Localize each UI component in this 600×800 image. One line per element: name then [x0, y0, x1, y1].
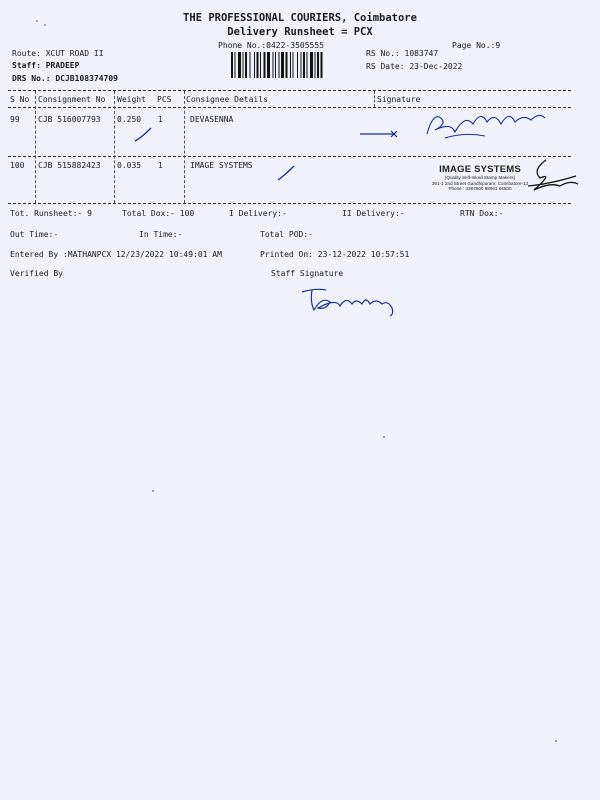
row-pcs: 1 — [158, 115, 163, 124]
verified-by: Verified By — [10, 269, 63, 278]
total-runsheet: Tot. Runsheet:- 9 — [10, 209, 92, 218]
stamp-name: IMAGE SYSTEMS — [439, 164, 521, 175]
row-weight: 0.250 — [117, 115, 142, 124]
column-divider — [184, 91, 185, 203]
divider — [8, 203, 571, 204]
first-delivery: I Delivery:- — [229, 209, 287, 218]
divider — [8, 156, 571, 157]
rs-number: RS No.: 1083747 — [366, 49, 439, 58]
total-pod: Total POD:- — [260, 230, 313, 239]
row-consignee: IMAGE SYSTEMS — [190, 161, 253, 170]
runsheet-title: Delivery Runsheet = PCX — [227, 26, 373, 38]
staff-label: Staff: PRADEEP — [12, 61, 80, 70]
column-divider — [114, 91, 115, 203]
total-dox: Total Dox:- 100 — [122, 209, 195, 218]
stamp-address: 391-1 2nd Street Gandhipuram, Coimbatore-12 — [431, 180, 529, 186]
rs-date: RS Date: 23-Dec-2022 — [366, 62, 463, 71]
row-sno: 99 — [10, 115, 20, 124]
speck — [152, 490, 154, 492]
recipient-signature — [520, 156, 582, 198]
entered-by: Entered By :MATHANPCX 12/23/2022 10:49:01 AM — [10, 250, 222, 259]
route-label: Route: XCUT ROAD II — [12, 49, 104, 58]
page-number: Page No.:9 — [452, 41, 501, 50]
stamp-tagline: (Quality Self-Inked Stamp Makers) — [444, 175, 516, 180]
row-consignment: CJB 516007793 — [38, 115, 101, 124]
header-signature: Signature — [377, 95, 421, 104]
in-time: In Time:- — [139, 230, 183, 239]
printed-on: Printed On: 23-12-2022 10:57:51 — [260, 250, 410, 259]
row-pcs: 1 — [158, 161, 163, 170]
header-weight: Weight — [117, 95, 146, 104]
barcode-image — [231, 52, 357, 78]
check-mark-icon — [276, 163, 298, 183]
header-consignee: Consignee Details — [186, 95, 268, 104]
row-sno: 100 — [10, 161, 25, 170]
phone-number: Phone No.:0422-3505555 — [218, 41, 324, 50]
return-dox: RTN Dox:- — [460, 209, 504, 218]
divider — [8, 90, 571, 91]
out-time: Out Time:- — [10, 230, 59, 239]
stamp-phone: Phone : 4387600 98941 66500 — [448, 186, 512, 192]
company-stamp — [425, 164, 535, 192]
header-sno: S No — [10, 95, 30, 104]
drs-number: DRS No.: DCJB108374709 — [12, 74, 118, 83]
staff-signature-label: Staff Signature — [271, 269, 344, 278]
second-delivery: II Delivery:- — [342, 209, 405, 218]
row-consignment: CJB 515882423 — [38, 161, 101, 170]
header-consignment: Consignment No — [38, 95, 106, 104]
row-consignee: DEVASENNA — [190, 115, 234, 124]
staff-signature — [296, 282, 406, 318]
company-title: THE PROFESSIONAL COURIERS, Coimbatore — [183, 12, 417, 24]
speck — [383, 436, 385, 438]
header-pcs: PCS — [157, 95, 172, 104]
recipient-signature — [355, 102, 555, 142]
speck — [555, 740, 557, 742]
row-weight: 0.035 — [117, 161, 142, 170]
column-divider — [35, 91, 36, 203]
check-mark-icon — [133, 126, 155, 144]
